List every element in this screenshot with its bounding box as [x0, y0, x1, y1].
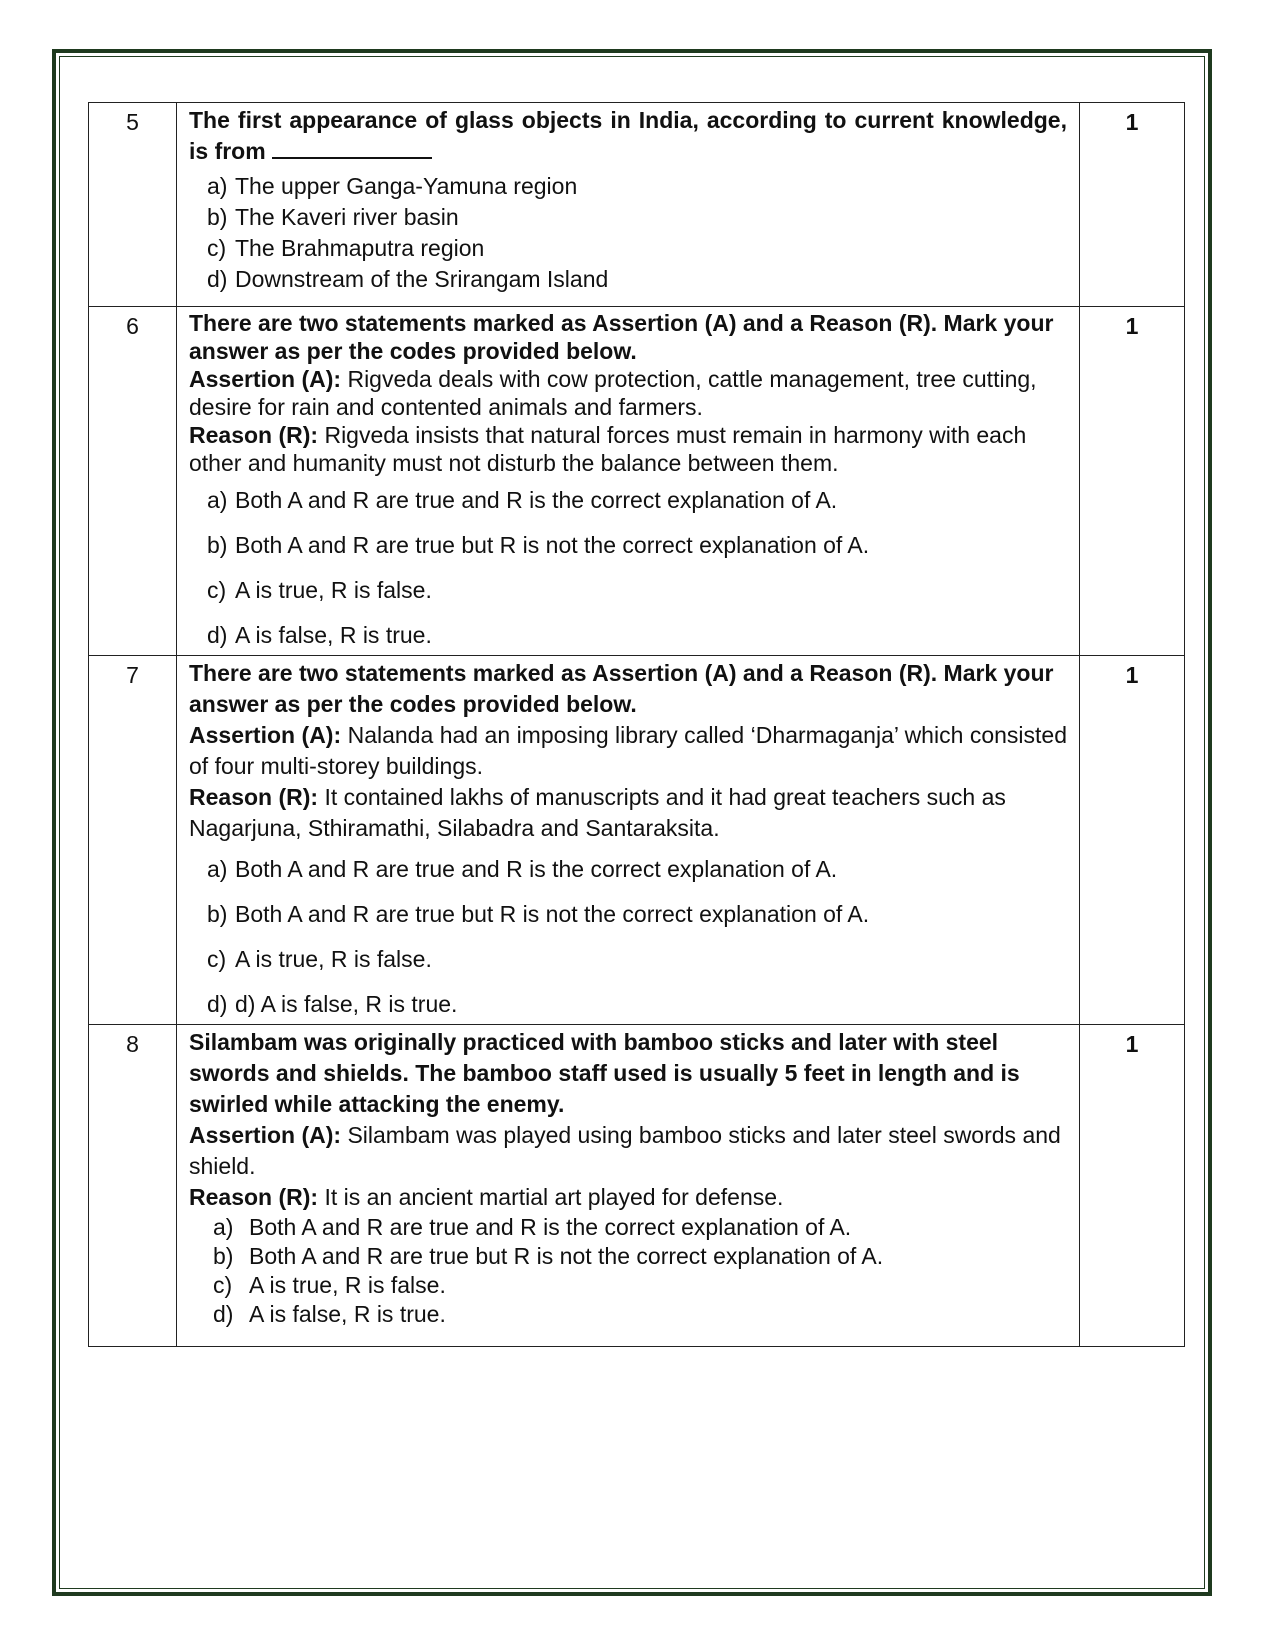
question-body — [177, 656, 1080, 1025]
option-letter: a) — [207, 856, 228, 882]
option-text: Both A and R are true but R is not the correct explanation of A. — [235, 901, 870, 927]
option-letter: a) — [207, 487, 228, 513]
question-row-7 — [89, 656, 1185, 1025]
question-number: 6 — [89, 307, 177, 656]
option-text: A is true, R is false. — [235, 946, 432, 972]
option-letter: c) — [213, 1272, 233, 1298]
question-stem-text: The first appearance of glass objects in India, according to current knowledge, is from — [189, 107, 1067, 164]
assertion — [189, 720, 1067, 782]
options-list — [189, 1213, 1067, 1329]
question-stem — [189, 105, 1067, 167]
option-text: A is false, R is true. — [249, 1301, 446, 1327]
option-text: Both A and R are true but R is not the correct explanation of A. — [235, 532, 870, 558]
option-letter: c) — [207, 946, 227, 972]
options-list — [189, 171, 1067, 295]
option-text: Both A and R are true and R is the correct explanation of A. — [235, 856, 838, 882]
option-b — [207, 202, 1067, 233]
assertion-text: Silambam was played using bamboo sticks and later steel swords and shield. — [189, 1122, 1061, 1179]
reason — [189, 782, 1067, 844]
option-d — [207, 264, 1067, 295]
assertion-label: Assertion (A): — [189, 722, 342, 748]
reason-label: Reason (R): — [189, 784, 319, 810]
option-text: A is true, R is false. — [235, 577, 432, 603]
option-text: d) A is false, R is true. — [235, 991, 458, 1017]
question-row-5 — [89, 103, 1185, 307]
answer-blank — [272, 137, 432, 159]
question-marks: 1 — [1080, 307, 1185, 656]
option-d — [207, 620, 1067, 651]
option-b — [213, 1242, 1067, 1271]
option-text: Downstream of the Srirangam Island — [235, 266, 609, 292]
question-table — [88, 102, 1185, 1347]
question-row-8 — [89, 1025, 1185, 1347]
option-letter: d) — [213, 1301, 234, 1327]
options-list — [189, 485, 1067, 651]
assertion — [189, 1120, 1067, 1182]
option-letter: b) — [207, 204, 228, 230]
option-text: Both A and R are true and R is the correct explanation of A. — [235, 487, 838, 513]
question-body — [177, 307, 1080, 656]
question-number: 7 — [89, 656, 177, 1025]
reason-text: It is an ancient martial art played for defense. — [324, 1184, 784, 1210]
option-text: The Kaveri river basin — [235, 204, 459, 230]
question-marks: 1 — [1080, 103, 1185, 307]
option-c — [213, 1271, 1067, 1300]
question-row-6 — [89, 307, 1185, 656]
reason-label: Reason (R): — [189, 422, 319, 448]
option-d — [207, 989, 1067, 1020]
assertion-label: Assertion (A): — [189, 1122, 342, 1148]
reason-text: It contained lakhs of manuscripts and it had great teachers such as Nagarjuna, Sthiramathi, Silabadra and Santaraksita. — [189, 784, 1006, 841]
option-a — [213, 1213, 1067, 1242]
question-marks: 1 — [1080, 656, 1185, 1025]
question-number: 8 — [89, 1025, 177, 1347]
reason-label: Reason (R): — [189, 1184, 319, 1210]
question-marks: 1 — [1080, 1025, 1185, 1347]
assertion-label: Assertion (A): — [189, 366, 342, 392]
option-text: Both A and R are true but R is not the correct explanation of A. — [249, 1243, 884, 1269]
option-c — [207, 944, 1067, 975]
option-letter: d) — [207, 991, 228, 1017]
option-text: Both A and R are true and R is the correct explanation of A. — [249, 1214, 852, 1240]
question-body — [177, 103, 1080, 307]
option-text: A is true, R is false. — [249, 1272, 446, 1298]
option-c — [207, 233, 1067, 264]
option-a — [207, 485, 1067, 516]
option-letter: b) — [213, 1243, 234, 1269]
assertion-text: Rigveda deals with cow protection, cattle management, tree cutting, desire for rain and contented animals and farmers. — [189, 366, 1037, 420]
assertion-text: Nalanda had an imposing library called ‘Dharmaganja’ which consisted of four multi-storey buildings. — [189, 722, 1067, 779]
option-b — [207, 899, 1067, 930]
option-letter: c) — [207, 577, 227, 603]
option-b — [207, 530, 1067, 561]
question-stem: There are two statements marked as Assertion (A) and a Reason (R). Mark your answer as per the codes provided below. — [189, 310, 1054, 364]
option-letter: c) — [207, 235, 227, 261]
reason-text: Rigveda insists that natural forces must remain in harmony with each other and humanity must not disturb the balance between them. — [189, 422, 1027, 476]
option-letter: b) — [207, 901, 228, 927]
question-stem: There are two statements marked as Assertion (A) and a Reason (R). Mark your answer as per the codes provided below. — [189, 660, 1054, 717]
option-d — [213, 1300, 1067, 1329]
option-text: The upper Ganga-Yamuna region — [235, 173, 578, 199]
assertion — [189, 365, 1067, 421]
option-a — [207, 171, 1067, 202]
option-letter: d) — [207, 622, 228, 648]
option-letter: a) — [213, 1214, 234, 1240]
option-c — [207, 575, 1067, 606]
question-body — [177, 1025, 1080, 1347]
option-text: The Brahmaputra region — [235, 235, 485, 261]
question-number: 5 — [89, 103, 177, 307]
option-a — [207, 854, 1067, 885]
option-letter: a) — [207, 173, 228, 199]
option-letter: d) — [207, 266, 228, 292]
option-text: A is false, R is true. — [235, 622, 432, 648]
options-list — [189, 854, 1067, 1020]
option-letter: b) — [207, 532, 228, 558]
question-stem: Silambam was originally practiced with bamboo sticks and later with steel swords and shields. The bamboo staff used is usually 5 feet in length and is swirled while attacking the enemy. — [189, 1029, 1020, 1117]
reason — [189, 421, 1067, 477]
reason — [189, 1182, 1067, 1213]
